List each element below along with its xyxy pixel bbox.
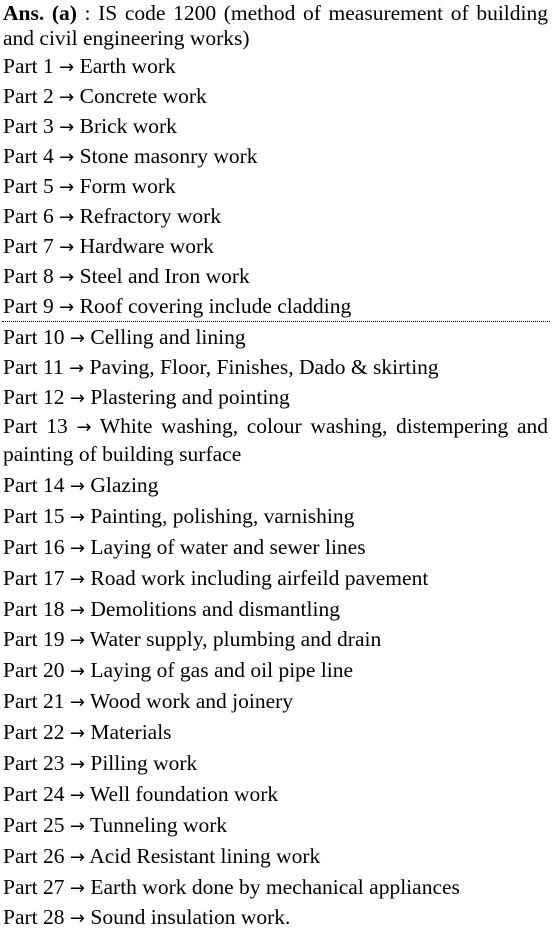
part-description: Form work bbox=[79, 174, 176, 198]
part-description: Concrete work bbox=[79, 84, 207, 108]
part-row bbox=[3, 111, 548, 141]
arrow-icon: → bbox=[69, 661, 85, 683]
part-description: White washing, colour washing, distempering and painting of building surface bbox=[3, 414, 549, 466]
arrow-icon: → bbox=[69, 692, 85, 714]
part-number: Part 2 bbox=[3, 84, 54, 108]
part-row bbox=[3, 322, 548, 352]
arrow-icon: → bbox=[69, 754, 85, 776]
part-row bbox=[3, 686, 548, 717]
part-row bbox=[3, 171, 548, 201]
part-description: Roof covering include cladding bbox=[79, 294, 352, 318]
answer-document bbox=[3, 0, 548, 933]
part-number: Part 22 bbox=[3, 720, 65, 745]
arrow-icon: → bbox=[59, 57, 75, 78]
part-description: Sound insulation work. bbox=[90, 905, 291, 930]
part-number: Part 9 bbox=[3, 294, 54, 318]
part-number: Part 5 bbox=[3, 174, 54, 198]
arrow-icon: → bbox=[69, 723, 85, 745]
parts-list-group-3 bbox=[3, 470, 548, 933]
arrow-icon: → bbox=[59, 207, 75, 228]
part-description: Laying of gas and oil pipe line bbox=[90, 658, 354, 683]
part-number: Part 23 bbox=[3, 751, 65, 776]
part-number: Part 8 bbox=[3, 264, 54, 288]
part-description: Pilling work bbox=[90, 751, 198, 776]
part-description: Steel and Iron work bbox=[79, 264, 250, 288]
part-description: Well foundation work bbox=[89, 781, 279, 806]
arrow-icon: → bbox=[59, 267, 75, 288]
part-number: Part 24 bbox=[3, 781, 65, 806]
part-description: Earth work done by mechanical appliances bbox=[90, 874, 460, 899]
arrow-icon: → bbox=[69, 846, 85, 868]
arrow-icon: → bbox=[59, 297, 75, 318]
part-row bbox=[3, 655, 548, 686]
arrow-icon: → bbox=[59, 87, 75, 108]
part-number: Part 19 bbox=[3, 627, 65, 652]
part-number: Part 13 bbox=[3, 414, 68, 438]
part-number: Part 3 bbox=[3, 114, 54, 138]
part-row bbox=[3, 470, 548, 501]
part-description: Plastering and pointing bbox=[90, 385, 290, 409]
arrow-icon: → bbox=[69, 877, 85, 899]
part-row bbox=[3, 51, 548, 81]
part-number: Part 10 bbox=[3, 325, 65, 349]
part-description: Wood work and joinery bbox=[89, 689, 294, 714]
part-number: Part 16 bbox=[3, 534, 65, 559]
part-description: Tunneling work bbox=[89, 812, 228, 837]
part-row bbox=[3, 810, 548, 841]
part-number: Part 20 bbox=[3, 658, 65, 683]
answer-intro bbox=[3, 0, 548, 51]
arrow-icon: → bbox=[59, 147, 75, 168]
part-description: Painting, polishing, varnishing bbox=[90, 503, 355, 528]
part-row-wrapped bbox=[3, 413, 548, 468]
part-description: Glazing bbox=[90, 473, 159, 497]
part-row bbox=[3, 352, 548, 382]
part-number: Part 21 bbox=[3, 689, 65, 714]
part-description: Refractory work bbox=[79, 204, 222, 228]
arrow-icon: → bbox=[76, 417, 92, 438]
part-row bbox=[3, 594, 548, 625]
part-row bbox=[3, 902, 548, 933]
answer-label: Ans. (a) bbox=[3, 1, 77, 25]
part-row bbox=[3, 563, 548, 594]
arrow-icon: → bbox=[69, 388, 85, 409]
part-row bbox=[3, 779, 548, 810]
part-row bbox=[3, 291, 548, 321]
arrow-icon: → bbox=[59, 117, 75, 138]
arrow-icon: → bbox=[69, 599, 85, 621]
part-row bbox=[3, 532, 548, 563]
part-row bbox=[3, 81, 548, 111]
part-description: Stone masonry work bbox=[79, 144, 258, 168]
part-row bbox=[3, 141, 548, 171]
part-number: Part 7 bbox=[3, 234, 54, 258]
arrow-icon: → bbox=[69, 358, 85, 379]
part-number: Part 12 bbox=[3, 385, 65, 409]
arrow-icon: → bbox=[69, 476, 85, 497]
part-number: Part 1 bbox=[3, 54, 54, 78]
part-row bbox=[3, 261, 548, 291]
parts-list-group-1 bbox=[3, 51, 548, 321]
part-number: Part 14 bbox=[3, 473, 65, 497]
part-number: Part 26 bbox=[3, 843, 65, 868]
part-number: Part 25 bbox=[3, 812, 65, 837]
part-row bbox=[3, 872, 548, 903]
part-row bbox=[3, 501, 548, 532]
part-row bbox=[3, 748, 548, 779]
part-row bbox=[3, 841, 548, 872]
arrow-icon: → bbox=[69, 537, 85, 559]
part-number: Part 4 bbox=[3, 144, 54, 168]
part-number: Part 27 bbox=[3, 874, 65, 899]
part-description: Acid Resistant lining work bbox=[89, 843, 321, 868]
arrow-icon: → bbox=[59, 237, 75, 258]
part-description: Celling and lining bbox=[90, 325, 246, 349]
arrow-icon: → bbox=[69, 568, 85, 590]
part-description: Earth work bbox=[79, 54, 176, 78]
part-row bbox=[3, 717, 548, 748]
arrow-icon: → bbox=[69, 815, 85, 837]
arrow-icon: → bbox=[69, 328, 85, 349]
parts-list-group-2 bbox=[3, 322, 548, 412]
part-description: Materials bbox=[90, 720, 172, 745]
part-row bbox=[3, 201, 548, 231]
part-row bbox=[3, 624, 548, 655]
part-number: Part 15 bbox=[3, 503, 65, 528]
part-description: Paving, Floor, Finishes, Dado & skirting bbox=[89, 355, 439, 379]
arrow-icon: → bbox=[59, 177, 75, 198]
part-number: Part 6 bbox=[3, 204, 54, 228]
answer-text: : IS code 1200 (method of measurement of building and civil engineering works) bbox=[3, 1, 548, 50]
part-number: Part 18 bbox=[3, 596, 65, 621]
part-description: Hardware work bbox=[79, 234, 214, 258]
part-description: Demolitions and dismantling bbox=[90, 596, 340, 621]
part-row bbox=[3, 382, 548, 412]
arrow-icon: → bbox=[69, 784, 85, 806]
arrow-icon: → bbox=[69, 630, 85, 652]
part-description: Water supply, plumbing and drain bbox=[89, 627, 382, 652]
part-row bbox=[3, 231, 548, 261]
part-description: Brick work bbox=[79, 114, 177, 138]
part-number: Part 17 bbox=[3, 565, 65, 590]
arrow-icon: → bbox=[69, 506, 85, 528]
part-number: Part 11 bbox=[3, 355, 64, 379]
part-description: Laying of water and sewer lines bbox=[90, 534, 366, 559]
arrow-icon: → bbox=[69, 908, 85, 930]
part-description: Road work including airfeild pavement bbox=[90, 565, 429, 590]
part-number: Part 28 bbox=[3, 905, 65, 930]
